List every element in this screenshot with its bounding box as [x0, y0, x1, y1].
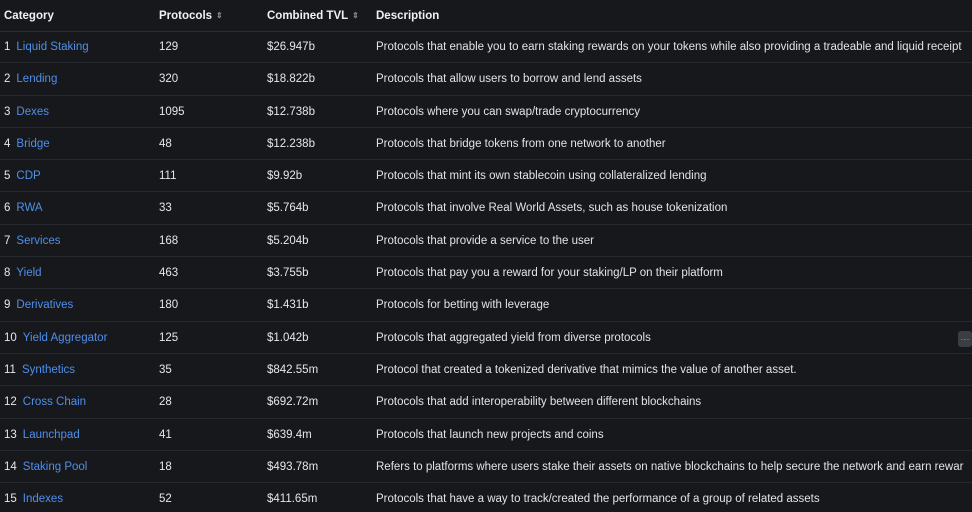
category-description: Protocols that have a way to track/created the performance of a group of related assets: [376, 493, 820, 506]
category-link[interactable]: Liquid Staking: [16, 41, 89, 53]
category-description: Protocols that enable you to earn staking rewards on your tokens while also providing a tradeable and liquid receipt: [376, 41, 962, 53]
header-category: [4, 9, 154, 23]
table-row: [0, 419, 972, 451]
category-cell: [4, 395, 154, 409]
header-combined-tvl-label: Combined TVL: [267, 10, 349, 22]
table-row: [0, 63, 972, 95]
rank-number: 1: [4, 41, 11, 53]
table-row: [0, 128, 972, 160]
category-cell: [4, 72, 154, 86]
protocols-count: 111: [159, 170, 177, 183]
combined-tvl-value: $3.755b: [267, 267, 309, 280]
rank-number: 7: [4, 234, 11, 247]
rank-number: 15: [4, 493, 17, 506]
protocols-count: 18: [159, 460, 172, 473]
rank-number: 9: [4, 299, 11, 312]
header-description-label: Description: [376, 10, 440, 22]
header-category-label: Category: [4, 10, 54, 22]
category-description: Protocols for betting with leverage: [376, 299, 550, 312]
combined-tvl-value: $493.78m: [267, 460, 319, 473]
protocols-count: 52: [159, 493, 172, 506]
category-cell: [4, 331, 154, 345]
combined-tvl-value: $692.72m: [267, 396, 319, 409]
table-row: [0, 451, 972, 483]
table-row: [0, 322, 972, 354]
category-cell: [4, 460, 154, 474]
table-row: [0, 225, 972, 257]
category-cell: [4, 169, 154, 183]
combined-tvl-value: $1.042b: [267, 331, 309, 344]
protocols-count: 28: [159, 396, 172, 409]
category-description: Refers to platforms where users stake their assets on native blockchains to help secure the network and earn rewar: [376, 460, 964, 473]
sort-icon[interactable]: ⇕: [352, 11, 359, 20]
protocols-count: 180: [159, 299, 179, 312]
category-cell: [4, 298, 154, 312]
table-row: [0, 483, 972, 512]
protocols-count: 125: [159, 331, 179, 344]
category-link[interactable]: Derivatives: [16, 299, 74, 312]
rank-number: 11: [4, 363, 16, 376]
category-cell: [4, 105, 154, 119]
rank-number: 10: [4, 331, 17, 344]
category-link[interactable]: Launchpad: [22, 428, 80, 441]
category-link[interactable]: RWA: [16, 202, 43, 215]
category-description: Protocol that created a tokenized derivative that mimics the value of another asset.: [376, 363, 797, 376]
protocols-count: 129: [159, 41, 179, 53]
protocols-count: 463: [159, 267, 179, 280]
rank-number: 8: [4, 267, 11, 280]
protocols-count: 35: [159, 363, 172, 376]
category-cell: [4, 266, 154, 280]
category-cell: [4, 137, 154, 151]
header-protocols-label: Protocols: [159, 10, 213, 22]
table-row: [0, 289, 972, 321]
protocols-count: 41: [159, 428, 172, 441]
drag-handle-icon[interactable]: ⋯: [958, 331, 972, 347]
protocols-count: 1095: [159, 105, 185, 118]
table-header: [0, 0, 972, 32]
rank-number: 5: [4, 170, 11, 183]
combined-tvl-value: $639.4m: [267, 428, 312, 441]
category-description: Protocols that aggregated yield from diverse protocols: [376, 331, 651, 344]
category-link[interactable]: CDP: [16, 170, 41, 183]
category-description: Protocols that provide a service to the user: [376, 234, 594, 247]
category-link[interactable]: Dexes: [16, 105, 50, 118]
category-description: Protocols where you can swap/trade cryptocurrency: [376, 105, 640, 118]
category-cell: [4, 428, 154, 442]
protocols-count: 168: [159, 234, 179, 247]
category-link[interactable]: Cross Chain: [22, 396, 87, 409]
combined-tvl-value: $5.764b: [267, 202, 309, 215]
combined-tvl-value: $5.204b: [267, 234, 309, 247]
category-cell: [4, 234, 154, 248]
rank-number: 2: [4, 73, 11, 86]
combined-tvl-value: $842.55m: [267, 363, 319, 376]
category-link[interactable]: Yield Aggregator: [22, 331, 108, 344]
category-description: Protocols that involve Real World Assets, such as house tokenization: [376, 202, 728, 215]
category-link[interactable]: Bridge: [16, 137, 50, 150]
rank-number: 13: [4, 428, 17, 441]
category-description: Protocols that bridge tokens from one network to another: [376, 137, 666, 150]
category-cell: [4, 40, 154, 54]
header-protocols[interactable]: [159, 9, 259, 23]
table-row: [0, 160, 972, 192]
category-description: Protocols that launch new projects and coins: [376, 428, 604, 441]
combined-tvl-value: $26.947b: [267, 41, 315, 53]
combined-tvl-value: $9.92b: [267, 170, 303, 183]
category-description: Protocols that allow users to borrow and lend assets: [376, 73, 642, 86]
category-link[interactable]: Synthetics: [21, 363, 76, 376]
table-body: [0, 31, 972, 512]
rank-number: 6: [4, 202, 11, 215]
sort-icon[interactable]: ⇕: [216, 11, 223, 20]
category-cell: [4, 363, 154, 377]
rank-number: 3: [4, 105, 11, 118]
combined-tvl-value: $12.238b: [267, 137, 315, 150]
category-link[interactable]: Staking Pool: [22, 460, 88, 473]
category-link[interactable]: Services: [16, 234, 61, 247]
rank-number: 14: [4, 460, 17, 473]
combined-tvl-value: $1.431b: [267, 299, 309, 312]
category-cell: [4, 201, 154, 215]
header-combined-tvl[interactable]: [267, 9, 372, 23]
category-description: Protocols that mint its own stablecoin using collateralized lending: [376, 170, 707, 183]
rank-number: 4: [4, 137, 11, 150]
table-row: [0, 354, 972, 386]
combined-tvl-value: $12.738b: [267, 105, 315, 118]
rank-number: 12: [4, 396, 17, 409]
category-link[interactable]: Indexes: [22, 493, 64, 506]
protocols-count: 48: [159, 137, 172, 150]
table-row: [0, 386, 972, 418]
table-row: [0, 96, 972, 128]
table-row: [0, 31, 972, 63]
protocols-count: 320: [159, 73, 179, 86]
combined-tvl-value: $411.65m: [267, 493, 318, 506]
table-row: [0, 257, 972, 289]
protocols-count: 33: [159, 202, 172, 215]
category-link[interactable]: Lending: [16, 73, 58, 86]
category-cell: [4, 492, 154, 506]
table-row: [0, 192, 972, 224]
header-description: [376, 9, 972, 23]
combined-tvl-value: $18.822b: [267, 73, 315, 86]
category-link[interactable]: Yield: [16, 267, 42, 280]
category-description: Protocols that pay you a reward for your staking/LP on their platform: [376, 267, 723, 280]
category-description: Protocols that add interoperability between different blockchains: [376, 396, 702, 409]
